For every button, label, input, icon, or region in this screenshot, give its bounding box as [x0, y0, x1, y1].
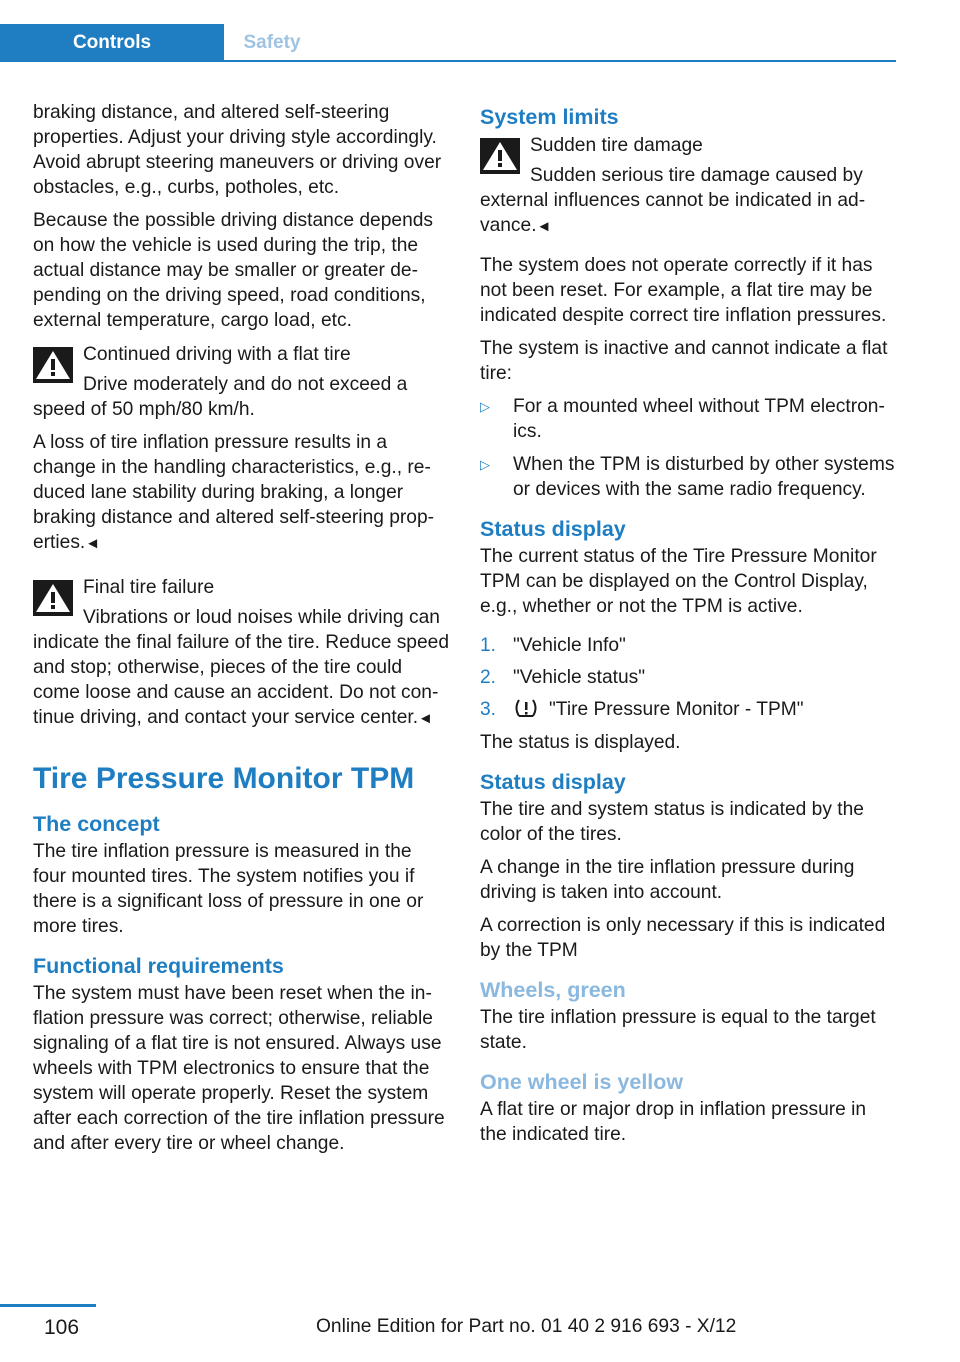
warning-text: Drive moderately and do not exceed a speed of 50 mph/80 km/h. [33, 374, 408, 420]
end-mark: ◄ [85, 535, 101, 552]
paragraph: The tire inflation pressure is equal to the target state. [480, 1007, 876, 1053]
subheading-concept: The concept [33, 812, 160, 836]
footer-rule [0, 1304, 96, 1307]
warning-triangle-icon [480, 138, 520, 174]
warning-text: Sudden serious tire damage caused by external influences cannot be indicated in advance. [480, 165, 866, 236]
subheading-wheels-green: Wheels, green [480, 978, 626, 1002]
tire-pressure-icon [513, 698, 539, 718]
right-column [480, 100, 896, 1155]
warning-final-failure [33, 574, 449, 731]
page-number: 106 [44, 1316, 80, 1339]
end-mark: ◄ [536, 218, 552, 235]
subheading-status-display: Status display [480, 770, 626, 794]
bullet-list [480, 394, 896, 502]
triangle-bullet-icon: ▷ [480, 457, 490, 472]
section-tabs [0, 24, 896, 62]
steps-list [480, 633, 896, 722]
warning-triangle-icon [33, 347, 73, 383]
warning-continued-driving [33, 341, 449, 422]
triangle-bullet-icon: ▷ [480, 399, 490, 414]
header-rule [224, 60, 896, 62]
warning-title: Continued driving with a flat tire [83, 344, 351, 365]
subheading-system-limits: System limits [480, 105, 619, 129]
paragraph: The status is displayed. [480, 732, 681, 753]
warning-title: Sudden tire damage [530, 135, 703, 156]
paragraph: The tire and system status is indicated by the color of the tires. [480, 799, 864, 845]
paragraph: The tire inflation pressure is measured in the four mounted tires. The system notifies you if there is a significant loss of pressure in one or more tires. [33, 841, 424, 937]
tab-controls[interactable]: Controls [0, 24, 224, 62]
list-item: ▷ For a mounted wheel without TPM electronics. [480, 396, 885, 442]
paragraph: A flat tire or major drop in inflation pressure in the indicated tire. [480, 1099, 867, 1145]
list-item: ▷ When the TPM is disturbed by other systems or devices with the same radio frequency. [480, 454, 895, 500]
paragraph: A correction is only necessary if this is indicated by the TPM [480, 915, 886, 961]
tab-safety[interactable]: Safety [243, 32, 301, 53]
paragraph: The system is inactive and cannot indicate a flat tire: [480, 338, 888, 384]
warning-sudden-damage [480, 132, 896, 239]
subheading-status-display: Status display [480, 517, 626, 541]
warning-title: Final tire failure [83, 577, 215, 598]
paragraph: The system does not operate correctly if it has not been reset. For example, a flat tire may be indicated despite correct tire inflation pressures. [480, 255, 887, 326]
subheading-functional-requirements: Functional requirements [33, 954, 284, 978]
list-item: 3. "Tire Pressure Monitor - TPM" [480, 699, 804, 720]
paragraph: Because the possible driving distance depends on how the vehicle is used during the trip, the actual distance may be smaller or greater depending on the driving speed, road conditions, external temperature, cargo load, etc. [33, 210, 434, 331]
paragraph: braking distance, and altered self-steering properties. Adjust your driving style accordingly. Avoid abrupt steering maneuvers or driving over obstacles, e.g., curbs, potholes, etc. [33, 102, 442, 198]
list-item: 2. "Vehicle status" [480, 667, 646, 688]
left-column [33, 100, 449, 1164]
paragraph: A loss of tire inflation pressure results in a change in the handling characteristics, e.g., reduced lane stability during braking, a longer braking distance and altered self-steering properties. [33, 432, 435, 553]
list-item: 1. "Vehicle Info" [480, 635, 626, 656]
footer-edition: Online Edition for Part no. 01 40 2 916 693 - X/12 [316, 1316, 737, 1337]
paragraph: The system must have been reset when the inflation pressure was correct; otherwise, reliable signaling of a flat tire is not ensured. Always use wheels with TPM electronics to ensure that the system will operate properly. Reset the system after each correction of the tire inflation pressure and after every tire or wheel change. [33, 983, 445, 1154]
section-heading: Tire Pressure Monitor TPM [33, 762, 415, 795]
subheading-one-wheel-yellow: One wheel is yellow [480, 1070, 684, 1094]
paragraph: A change in the tire inflation pressure during driving is taken into account. [480, 857, 855, 903]
warning-text: Vibrations or loud noises while driving can indicate the final failure of the tire. Reduce speed and stop; otherwise, pieces of the tire could come loose and cause an accident. Do not continue driving, and contact your service center. [33, 607, 449, 728]
paragraph: The current status of the Tire Pressure Monitor TPM can be displayed on the Control Display, e.g., whether or not the TPM is active. [480, 546, 877, 617]
end-mark: ◄ [418, 710, 433, 727]
warning-triangle-icon [33, 580, 73, 616]
